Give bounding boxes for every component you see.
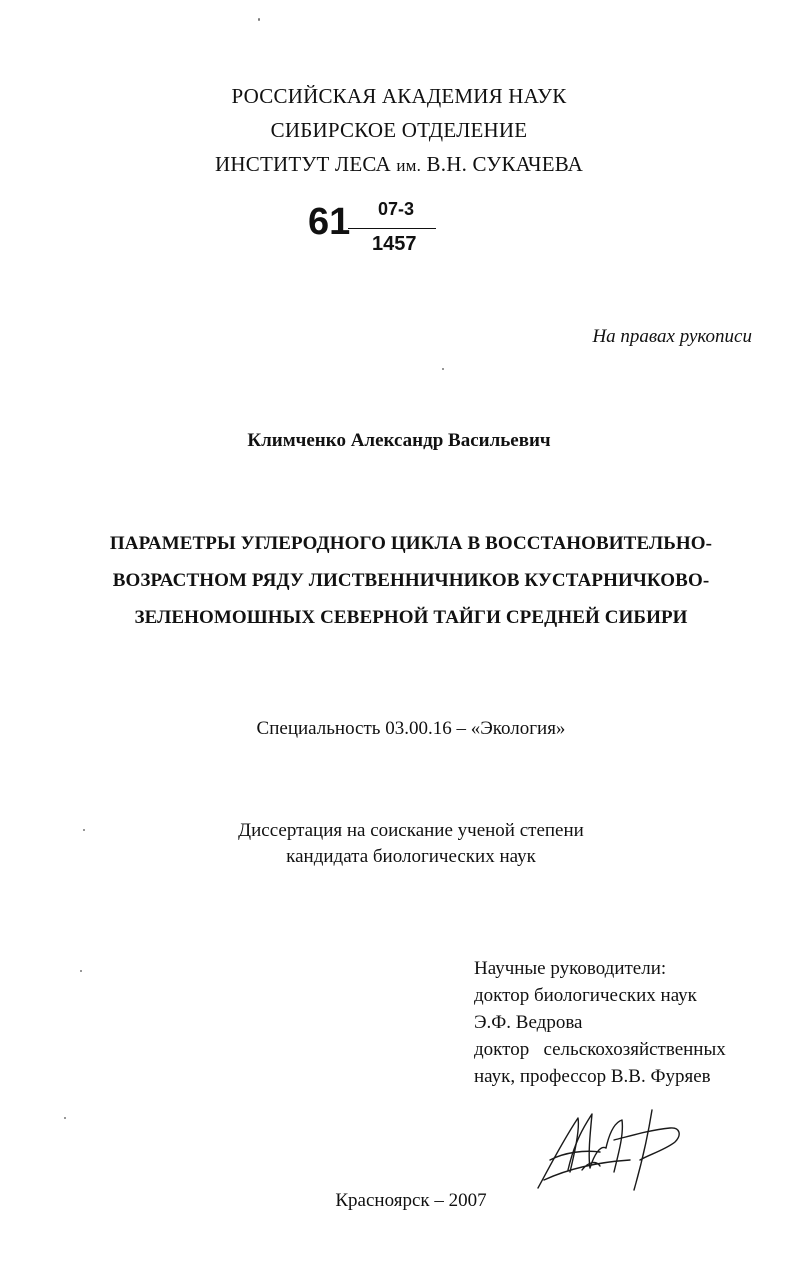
- institution-namesake: В.Н. СУКАЧЕВА: [426, 152, 583, 176]
- shelf-mark: [300, 197, 450, 267]
- scan-speck: [442, 368, 444, 370]
- author-name: Климченко Александр Васильевич: [247, 430, 551, 451]
- supervisor-2-degree: доктор сельскохозяйственных: [474, 1039, 726, 1060]
- shelf-mark-fraction-line: [348, 228, 436, 229]
- handwritten-signature: [530, 1100, 695, 1195]
- shelf-mark-main: 61: [308, 201, 351, 243]
- dissertation-line-1: Диссертация на соискание ученой степени: [238, 820, 584, 841]
- supervisor-1-degree: доктор биологических наук: [474, 985, 697, 1006]
- institution-named-after: им.: [396, 156, 422, 175]
- supervisors-heading: Научные руководители:: [474, 958, 667, 979]
- supervisor-1-name: Э.Ф. Ведрова: [474, 1012, 583, 1033]
- rights-note: На правах рукописи: [592, 326, 752, 347]
- scan-speck: [83, 829, 85, 831]
- supervisor-2-name: наук, профессор В.В. Фуряев: [474, 1066, 711, 1087]
- title-line-1: ПАРАМЕТРЫ УГЛЕРОДНОГО ЦИКЛА В ВОССТАНОВИТЕЛЬНО-: [109, 533, 713, 554]
- scan-speck: [258, 18, 260, 21]
- scan-speck: [64, 1117, 66, 1119]
- institution-line-1: РОССИЙСКАЯ АКАДЕМИЯ НАУК: [231, 84, 567, 108]
- title-line-2: ВОЗРАСТНОМ РЯДУ ЛИСТВЕННИЧНИКОВ КУСТАРНИЧКОВО-: [112, 570, 710, 591]
- institution-line-3: [0, 152, 798, 177]
- scan-speck: [80, 970, 82, 972]
- title-line-3: ЗЕЛЕНОМОШНЫХ СЕВЕРНОЙ ТАЙГИ СРЕДНЕЙ СИБИРИ: [134, 607, 688, 628]
- city-year: Красноярск – 2007: [335, 1190, 487, 1211]
- institution-line-2: СИБИРСКОЕ ОТДЕЛЕНИЕ: [270, 118, 528, 142]
- institution-name: ИНСТИТУТ ЛЕСА: [215, 152, 391, 176]
- dissertation-line-2: кандидата биологических наук: [286, 846, 536, 867]
- supervisors-block: [474, 955, 774, 1090]
- shelf-mark-numerator: 07-3: [378, 199, 415, 219]
- shelf-mark-denominator: 1457: [372, 233, 417, 255]
- specialty: Специальность 03.00.16 – «Экология»: [256, 718, 566, 739]
